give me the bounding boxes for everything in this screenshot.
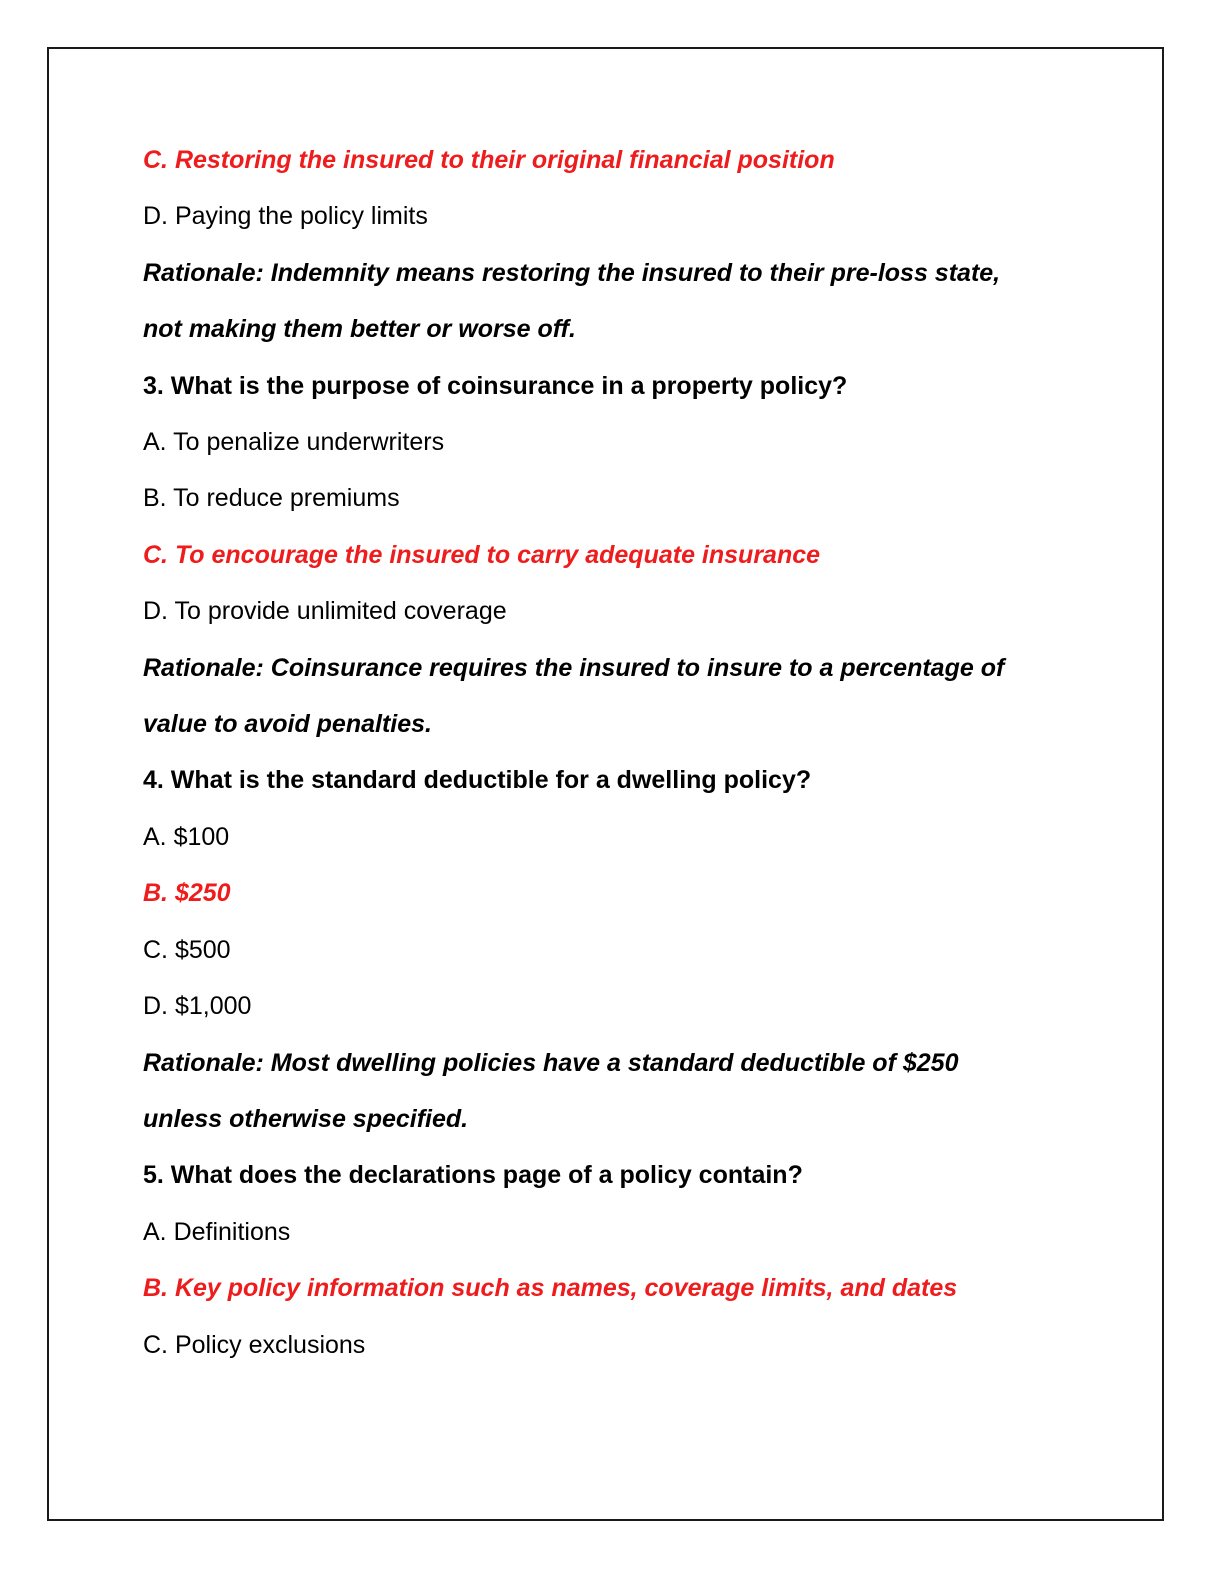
- option-q3-d: D. To provide unlimited coverage: [143, 597, 507, 626]
- rationale-q3-line2: value to avoid penalties.: [143, 710, 432, 739]
- option-q4-c: C. $500: [143, 935, 231, 964]
- option-q2-d: D. Paying the policy limits: [143, 202, 428, 231]
- option-q4-a: A. $100: [143, 822, 230, 851]
- correct-answer-q2: C. Restoring the insured to their original financial position: [143, 146, 835, 174]
- option-q5-c: C. Policy exclusions: [143, 1330, 366, 1359]
- option-q3-a: A. To penalize underwriters: [143, 428, 445, 457]
- document-body: [143, 132, 1103, 1373]
- correct-answer-q3: C. To encourage the insured to carry adequate insurance: [143, 540, 821, 569]
- correct-answer-q5: B. Key policy information such as names, coverage limits, and dates: [143, 1274, 958, 1303]
- rationale-q2-line1: Rationale: Indemnity means restoring the insured to their pre-loss state,: [143, 258, 1001, 287]
- rationale-q4-line2: unless otherwise specified.: [143, 1104, 469, 1133]
- question-3: 3. What is the purpose of coinsurance in a property policy?: [143, 371, 848, 400]
- question-5: 5. What does the declarations page of a policy contain?: [143, 1161, 803, 1190]
- rationale-q2-line2: not making them better or worse off.: [143, 315, 576, 344]
- option-q3-b: B. To reduce premiums: [143, 484, 400, 513]
- correct-answer-q4: B. $250: [143, 879, 231, 908]
- rationale-q3-line1: Rationale: Coinsurance requires the insured to insure to a percentage of: [143, 653, 1005, 682]
- rationale-q4-line1: Rationale: Most dwelling policies have a standard deductible of $250: [143, 1048, 959, 1077]
- option-q4-d: D. $1,000: [143, 992, 252, 1021]
- option-q5-a: A. Definitions: [143, 1217, 291, 1246]
- question-4: 4. What is the standard deductible for a dwelling policy?: [143, 766, 812, 795]
